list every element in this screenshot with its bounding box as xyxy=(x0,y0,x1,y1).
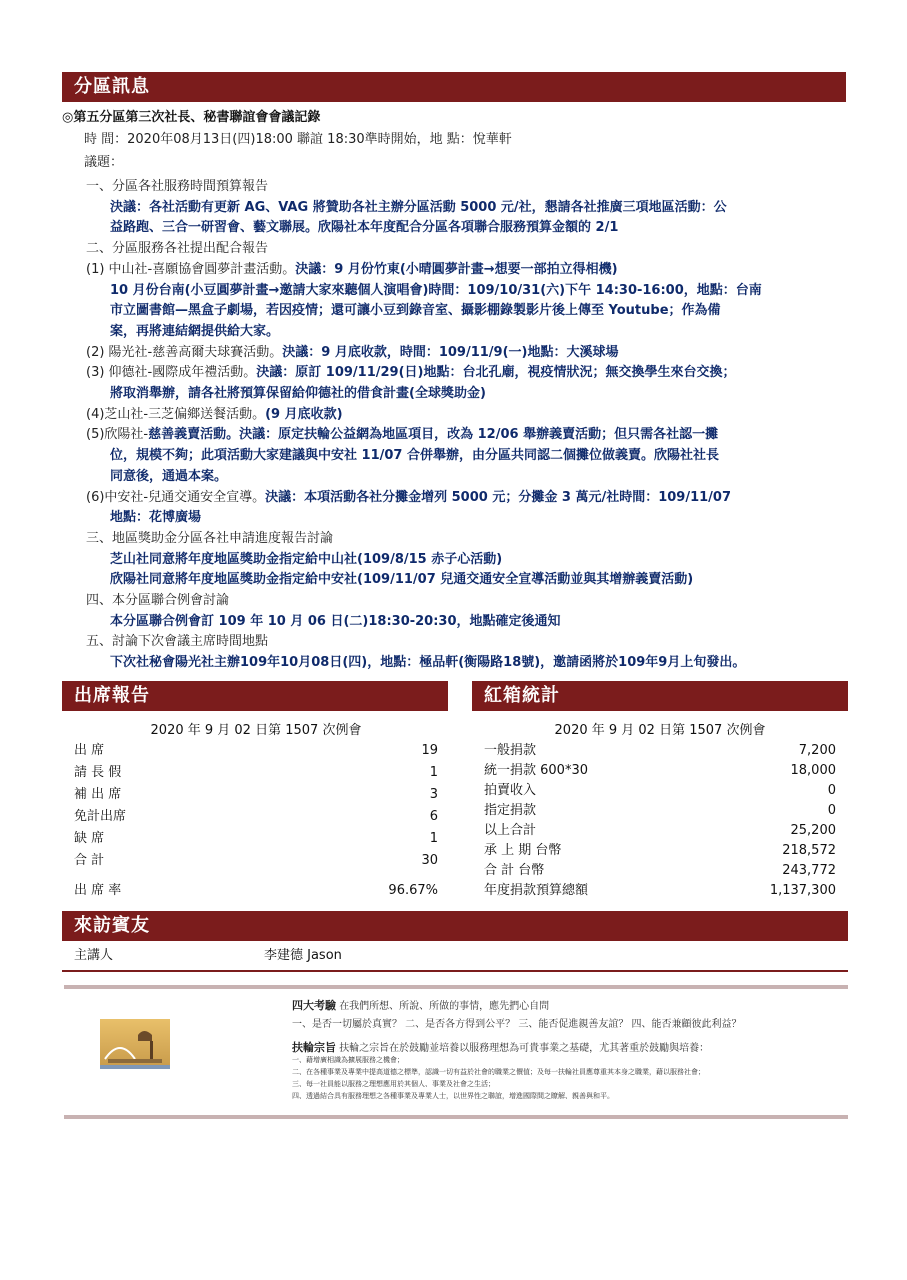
redbox-row xyxy=(484,780,836,802)
minutes-line: 位，規模不夠；此項活動大家建議與中安社 11/07 合併舉辦，由分區共同認二個攤位做義賣。欣陽社社長 xyxy=(110,448,719,463)
attendance-label: 請 長 假 xyxy=(74,765,122,780)
attendance-label: 免計出席 xyxy=(74,809,127,824)
minutes-line: (3) 仰德社-國際成年禮活動。決議：原訂 109/11/29(日)地點：台北孔廟，視疫情狀況；無交換學生來台交換； xyxy=(86,365,736,380)
visitor-name: 李建德 Jason xyxy=(264,948,342,963)
attendance-value: 1 xyxy=(429,765,438,780)
redbox-row xyxy=(484,860,836,882)
meeting-title: ◎第五分區第三次社長、秘書聯誼會會議記錄 xyxy=(62,110,321,125)
attendance-section-header: 出席報告 xyxy=(62,681,448,711)
attendance-label: 合 計 xyxy=(74,853,105,868)
redbox-header: 2020 年 9 月 02 日第 1507 次例會 xyxy=(554,723,766,738)
rotary-principles-banner xyxy=(64,985,848,1119)
visitor-row xyxy=(74,945,574,967)
attendance-value: 6 xyxy=(429,809,438,824)
redbox-label: 統一捐款 600*30 xyxy=(484,763,588,778)
attendance-value: 1 xyxy=(429,831,438,846)
minutes-line: 益路跑、三合一研習會、藝文聯展。欣陽社本年度配合分區各項聯合服務預算金額的 2/1 xyxy=(110,220,619,235)
minutes-line: 市立圖書館—黑盒子劇場，若因疫情；還可讓小豆到錄音室、攝影棚錄製影片後上傳至 Youtube；作為備 xyxy=(110,303,721,318)
redbox-value: 0 xyxy=(827,783,836,798)
minutes-line: (1) 中山社-喜願協會圓夢計畫活動。決議：9 月份竹東(小晴圓夢計畫→想要一部拍立得相機) xyxy=(86,262,618,277)
redbox-label: 指定捐款 xyxy=(484,803,537,818)
attendance-row xyxy=(74,828,438,850)
minutes-line: 一、分區各社服務時間預算報告 xyxy=(86,179,269,194)
redbox-row xyxy=(484,740,836,762)
redbox-row xyxy=(484,760,836,782)
minutes-line: 五、討論下次會議主席時間地點 xyxy=(86,634,269,649)
district-section-header: 分區訊息 xyxy=(62,72,846,102)
attendance-row xyxy=(74,740,438,762)
attendance-label: 缺 席 xyxy=(74,831,105,846)
attendance-rate-row xyxy=(74,880,438,902)
minutes-line: 三、地區獎助金分區各社申請進度報告討論 xyxy=(86,531,334,546)
object-item: 四、透過結合具有服務理想之各種事業及專業人士，以世界性之聯誼，增進國際間之瞭解、親善與和平。 xyxy=(292,1092,614,1100)
redbox-label: 合 計 台幣 xyxy=(484,863,545,878)
attendance-row xyxy=(74,784,438,806)
redbox-label: 一般捐款 xyxy=(484,743,537,758)
minutes-line: (2) 陽光社-慈善高爾夫球賽活動。決議：9 月底收款，時間：109/11/9(一)地點：大溪球場 xyxy=(86,345,619,360)
redbox-row xyxy=(484,820,836,842)
minutes-line: (4)芝山社-三芝偏鄉送餐活動。(9 月底收款) xyxy=(86,407,343,422)
attendance-rate-value: 96.67% xyxy=(388,883,438,898)
redbox-row xyxy=(484,880,836,902)
redbox-value: 218,572 xyxy=(782,843,836,858)
redbox-value: 0 xyxy=(827,803,836,818)
landscape-illustration xyxy=(100,1019,170,1069)
minutes-line: 將取消舉辦，請各社將預算保留給仰德社的借食計畫(全球獎助金) xyxy=(110,386,486,401)
attendance-value: 3 xyxy=(429,787,438,802)
attendance-header: 2020 年 9 月 02 日第 1507 次例會 xyxy=(150,723,362,738)
redbox-row xyxy=(484,800,836,822)
agenda-label: 議題： xyxy=(84,155,124,170)
redbox-label: 拍賣收入 xyxy=(484,783,537,798)
minutes-line: 同意後，通過本案。 xyxy=(110,469,228,484)
attendance-row xyxy=(74,850,438,872)
object-item: 一、藉增廣相識為擴展服務之機會； xyxy=(292,1056,404,1064)
minutes-line: 地點：花博廣場 xyxy=(110,510,202,525)
minutes-line: 10 月份台南(小豆圓夢計畫→邀請大家來聽個人演唱會)時間：109/10/31(六)下午 14:30-16:00，地點：台南 xyxy=(110,283,762,298)
minutes-line: 案，再將連結網提供給大家。 xyxy=(110,324,280,339)
minutes-line: (6)中安社-兒通交通安全宣導。決議：本項活動各社分攤金增列 5000 元；分攤金 3 萬元/社時間：109/11/07 xyxy=(86,490,732,505)
minutes-line: 芝山社同意將年度地區獎助金指定給中山社(109/8/15 赤子心活動) xyxy=(110,552,503,567)
redbox-section-header: 紅箱統計 xyxy=(472,681,848,711)
redbox-label: 以上合計 xyxy=(484,823,537,838)
minutes-line: 下次社秘會陽光社主辦109年10月08日(四)，地點：極品軒(衡陽路18號)，邀請函將於109年9月上旬發出。 xyxy=(110,655,746,670)
redbox-row xyxy=(484,840,836,862)
attendance-label: 出 席 xyxy=(74,743,105,758)
attendance-label: 補 出 席 xyxy=(74,787,122,802)
minutes-line: 本分區聯合例會訂 109 年 10 月 06 日(二)18:30-20:30，地點確定後通知 xyxy=(110,614,561,629)
visitor-divider xyxy=(62,970,848,972)
minutes-line: 決議：各社活動有更新 AG、VAG 將贊助各社主辦分區活動 5000 元/社，懇請各社推廣三項地區活動：公 xyxy=(110,200,727,215)
meeting-time: 時 間：2020年08月13日(四)18:00 聯誼 18:30準時開始，地 點：悅華軒 xyxy=(84,132,512,147)
object-item: 二、在各種事業及專業中提高道德之標準，認識一切有益於社會的職業之價值；及每一扶輪社員應尊重其本身之職業，藉以服務社會； xyxy=(292,1068,705,1076)
minutes-line: 欣陽社同意將年度地區獎助金指定給中安社(109/11/07 兒通交通安全宣導活動並與其增辦義賣活動) xyxy=(110,572,694,587)
redbox-label: 年度捐款預算總額 xyxy=(484,883,589,898)
visitors-section-header: 來訪賓友 xyxy=(62,911,848,941)
redbox-value: 25,200 xyxy=(790,823,836,838)
attendance-row xyxy=(74,806,438,828)
minutes-line: 二、分區服務各社提出配合報告 xyxy=(86,241,269,256)
minutes-line: 四、本分區聯合例會討論 xyxy=(86,593,230,608)
attendance-row xyxy=(74,762,438,784)
redbox-value: 243,772 xyxy=(782,863,836,878)
redbox-value: 18,000 xyxy=(790,763,836,778)
redbox-label: 承 上 期 台幣 xyxy=(484,843,562,858)
attendance-rate-label: 出 席 率 xyxy=(74,883,122,898)
visitor-role: 主講人 xyxy=(74,948,114,963)
attendance-value: 19 xyxy=(421,743,438,758)
object-of-rotary: 扶輪宗旨 扶輪之宗旨在於鼓勵並培養以服務理想為可貴事業之基礎，尤其著重於鼓勵與培養： xyxy=(292,1041,710,1054)
four-way-test: 四大考驗 在我們所想、所說、所做的事情，應先捫心自問 xyxy=(292,999,550,1012)
redbox-value: 1,137,300 xyxy=(769,883,836,898)
attendance-value: 30 xyxy=(421,853,438,868)
minutes-line: (5)欣陽社-慈善義賣活動。決議：原定扶輪公益網為地區項目，改為 12/06 舉辦義賣活動；但只需各社認一攤 xyxy=(86,427,719,442)
four-way-test-items: 一、是否一切屬於真實？ 二、是否各方得到公平？ 三、能否促進親善友誼？ 四、能否兼顧彼此利益？ xyxy=(292,1019,742,1030)
object-item: 三、每一社員能以服務之理想應用於其個人、事業及社會之生活； xyxy=(292,1080,495,1088)
redbox-value: 7,200 xyxy=(798,743,836,758)
